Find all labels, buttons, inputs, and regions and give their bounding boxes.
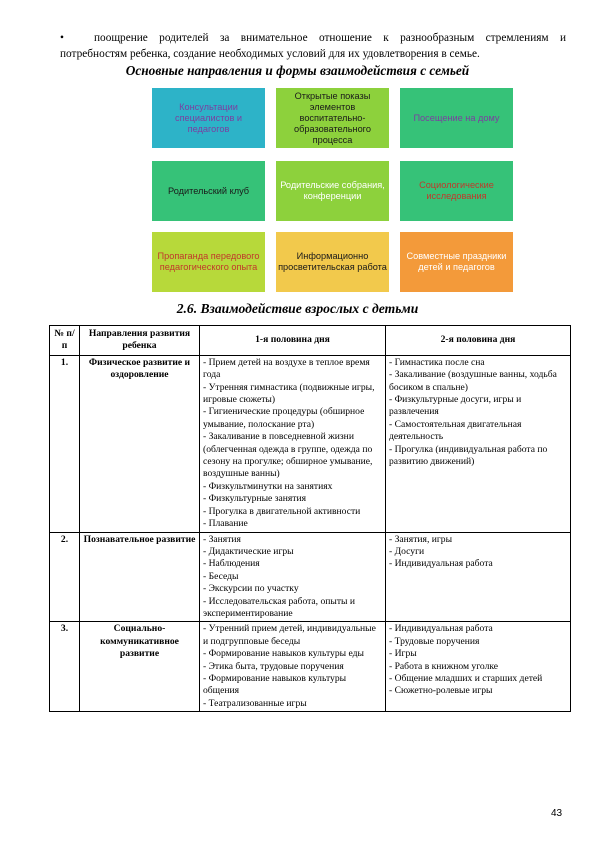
tile-parent-meetings: Родительские собрания, конференции bbox=[276, 161, 389, 221]
activity-item: - Физкультурные досуги, игры и развлечения bbox=[389, 394, 522, 418]
header-number: № п/п bbox=[50, 326, 80, 356]
row-direction: Познавательное развитие bbox=[80, 532, 200, 622]
activity-item: - Наблюдения bbox=[203, 558, 260, 570]
activity-item: - Театрализованные игры bbox=[203, 697, 307, 709]
activity-item: - Дидактические игры bbox=[203, 545, 294, 557]
bullet-marker: • bbox=[60, 32, 64, 44]
activity-item: - Формирование навыков культуры еды bbox=[203, 648, 364, 660]
activity-item: - Утренний прием детей, индивидуальные и подгрупповые беседы bbox=[203, 623, 376, 647]
tile-open-shows: Открытые показы элементов воспитательно-образовательного процесса bbox=[276, 88, 389, 148]
activity-item: - Физкультминутки на занятиях bbox=[203, 480, 333, 492]
table-row bbox=[50, 622, 571, 712]
activity-item: - Сюжетно-ролевые игры bbox=[389, 685, 493, 697]
tile-experience-promotion: Пропаганда передового педагогического опыта bbox=[152, 232, 265, 292]
activity-item: - Формирование навыков культуры общения bbox=[203, 672, 347, 697]
second-half-cell bbox=[386, 532, 571, 622]
activity-item: - Прогулка (индивидуальная работа по развитию движений) bbox=[389, 443, 548, 468]
activity-item: - Прогулка в двигательной активности bbox=[203, 505, 361, 517]
activity-item: - Физкультурные занятия bbox=[203, 493, 307, 505]
activity-item: - Самостоятельная двигательная деятельность bbox=[389, 418, 522, 443]
first-half-cell bbox=[200, 532, 386, 622]
first-half-cell bbox=[200, 355, 386, 532]
activity-item: - Трудовые поручения bbox=[389, 635, 480, 647]
first-half-cell bbox=[200, 622, 386, 712]
activity-item: - Утренняя гимнастика (подвижные игры, игровые сюжеты) bbox=[203, 381, 375, 406]
activity-item: - Беседы bbox=[203, 570, 239, 582]
activity-item: - Работа в книжном уголке bbox=[389, 660, 499, 672]
tile-information-work: Информационно просветительская работа bbox=[276, 232, 389, 292]
activity-item: - Закаливание (воздушные ванны, ходьба босиком в спальне) bbox=[389, 369, 557, 393]
tile-parent-club: Родительский клуб bbox=[152, 161, 265, 221]
activity-item: - Исследовательская работа, опыты и экспериментирование bbox=[203, 595, 356, 619]
tile-consultations: Консультации специалистов и педагогов bbox=[152, 88, 265, 148]
header-direction: Направления развития ребенка bbox=[80, 326, 200, 356]
table-row bbox=[50, 532, 571, 622]
header-first-half: 1-я половина дня bbox=[200, 326, 386, 356]
row-number: 1. bbox=[50, 355, 80, 532]
activity-item: - Общение младших и старших детей bbox=[389, 672, 543, 684]
activity-item: - Игры bbox=[389, 648, 417, 660]
second-half-cell bbox=[386, 355, 571, 532]
activity-item: - Прием детей на воздухе в теплое время года bbox=[203, 356, 370, 381]
activity-item: - Индивидуальная работа bbox=[389, 558, 493, 570]
activity-item: - Занятия bbox=[203, 533, 241, 545]
activity-item: - Закаливание в повседневной жизни (облегченная одежда в группе, одежда по сезону на прогулке; обширное умывание, воздушные ванны) bbox=[203, 431, 373, 480]
activity-item: - Индивидуальная работа bbox=[389, 623, 493, 635]
row-number: 2. bbox=[50, 532, 80, 622]
activity-item: - Этика быта, трудовые поручения bbox=[203, 660, 344, 672]
table-row bbox=[50, 355, 571, 532]
row-direction: Физическое развитие и оздоровление bbox=[80, 355, 200, 532]
header-second-half: 2-я половина дня bbox=[386, 326, 571, 356]
page-number: 43 bbox=[551, 808, 563, 819]
tile-joint-holidays: Совместные праздники детей и педагогов bbox=[400, 232, 513, 292]
activity-item: - Плавание bbox=[203, 518, 248, 530]
tile-home-visits: Посещение на дому bbox=[400, 88, 513, 148]
second-half-cell bbox=[386, 622, 571, 712]
activity-item: - Досуги bbox=[389, 545, 425, 557]
activity-item: - Гимнастика после сна bbox=[389, 356, 485, 368]
tile-sociological-research: Социологические исследования bbox=[400, 161, 513, 221]
activity-item: - Занятия, игры bbox=[389, 533, 453, 545]
table-header-row bbox=[50, 326, 571, 356]
table-title: 2.6. Взаимодействие взрослых с детьми bbox=[176, 301, 419, 316]
intro-text: поощрение родителей за внимательное отношение к разнообразным стремлениям и потребностям ребенка, создание необходимых условий для их удовлетворения в семье. bbox=[60, 32, 566, 60]
activity-item: - Экскурсии по участку bbox=[203, 583, 299, 595]
row-number: 3. bbox=[50, 622, 80, 712]
interaction-table bbox=[49, 325, 571, 712]
row-direction: Социально-коммуникативное развитие bbox=[80, 622, 200, 712]
section-title: Основные направления и формы взаимодействия с семьей bbox=[125, 63, 470, 78]
activity-item: - Гигиенические процедуры (обширное умывание, полоскание рта) bbox=[203, 406, 365, 430]
intro-paragraph bbox=[60, 30, 566, 62]
